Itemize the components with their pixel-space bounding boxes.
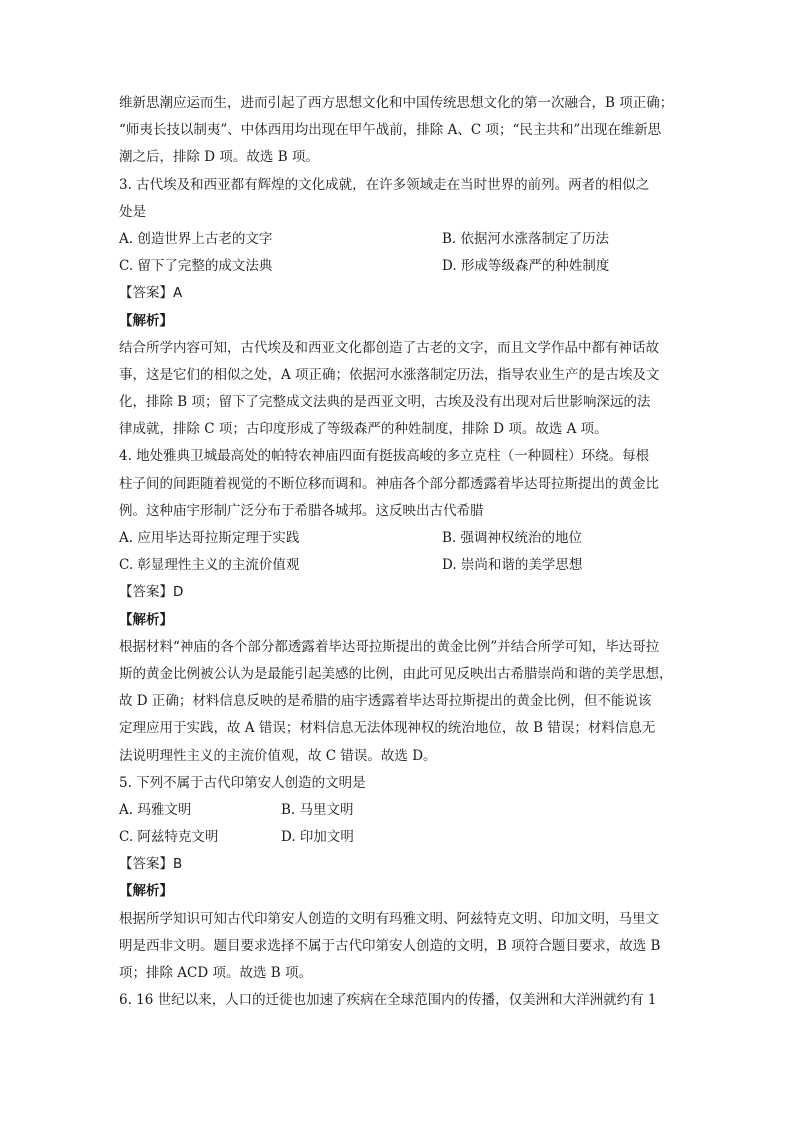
analysis-line: 法说明理性主义的主流价值观，故 C 错误。故选 D。 — [119, 747, 437, 764]
answer-label: 【答案】B — [119, 856, 183, 873]
option-b: B. 依据河水涨落制定了历法 — [442, 230, 610, 247]
analysis-line: 化，排除 B 项；留下了完整成文法典的是西亚文明，古埃及没有出现对后世影响深远的法 — [119, 394, 651, 411]
question-4-stem: 柱子间的间距随着视觉的不断位移而调和。神庙各个部分都透露着毕达哥拉斯提出的黄金比 — [119, 475, 659, 492]
analysis-label: 【解析】 — [119, 883, 173, 900]
analysis-line: 明是西非文明。题目要求选择不属于古代印第安人创造的文明，B 项符合题目要求，故选 B — [119, 937, 661, 954]
question-4-stem: 例。这种庙宇形制广泛分布于希腊各城邦。这反映出古代希腊 — [119, 502, 484, 519]
question-4-options-row — [119, 552, 679, 579]
option-d: D. 形成等级森严的种姓制度 — [442, 258, 610, 275]
question-5-options-row — [119, 797, 679, 824]
document-page — [119, 90, 679, 1014]
analysis-line: 定理应用于实践，故 A 错误；材料信息无法体现神权的统治地位，故 B 错误；材料信息无 — [119, 720, 656, 737]
question-3-stem: 处是 — [119, 203, 146, 220]
option-a: A. 玛雅文明 — [119, 801, 192, 818]
analysis-line: 根据材料“神庙的各个部分都透露着毕达哥拉斯提出的黄金比例”并结合所学可知，毕达哥拉 — [119, 638, 660, 655]
analysis-label: 【解析】 — [119, 312, 173, 329]
question-5-options-row — [119, 824, 679, 851]
answer-label: 【答案】A — [119, 285, 183, 302]
text-line: “师夷长技以制夷”、中体西用均出现在甲午战前，排除 A、C 项；“民主共和”出现在维新思 — [119, 122, 662, 139]
question-4-stem: 4. 地处雅典卫城最高处的帕特农神庙四面有挺拔高峻的多立克柱（一种圆柱）环绕。每根 — [119, 448, 650, 465]
question-3-stem: 3. 古代埃及和西亚都有辉煌的文化成就，在许多领域走在当时世界的前列。两者的相似之 — [119, 176, 650, 193]
option-a: A. 创造世界上古老的文字 — [119, 230, 273, 247]
option-d: D. 印加文明 — [281, 829, 354, 846]
text-line: 潮之后，排除 D 项。故选 B 项。 — [119, 149, 319, 166]
text-line: 维新思潮应运而生，进而引起了西方思想文化和中国传统思想文化的第一次融合，B 项正确； — [119, 95, 674, 111]
answer-label: 【答案】D — [119, 584, 184, 601]
question-3-options-row — [119, 226, 679, 253]
question-3-options-row — [119, 253, 679, 280]
question-6-stem: 6. 16 世纪以来，人口的迁徙也加速了疾病在全球范围内的传播，仅美洲和大洋洲就约有 1 — [119, 992, 657, 1009]
option-c: C. 留下了完整的成文法典 — [119, 258, 273, 275]
question-4-options-row — [119, 525, 679, 552]
option-c: C. 阿兹特克文明 — [119, 829, 219, 846]
analysis-line: 故 D 正确；材料信息反映的是希腊的庙宇透露着毕达哥拉斯提出的黄金比例，但不能说该 — [119, 693, 652, 710]
option-b: B. 马里文明 — [281, 801, 354, 818]
option-d: D. 崇尚和谐的美学思想 — [442, 557, 583, 574]
option-b: B. 强调神权统治的地位 — [442, 530, 583, 546]
option-a: A. 应用毕达哥拉斯定理于实践 — [119, 530, 300, 546]
analysis-label: 【解析】 — [119, 611, 173, 628]
analysis-line: 斯的黄金比例被公认为是最能引起美感的比例，由此可见反映出古希腊崇尚和谐的美学思想， — [119, 665, 673, 682]
analysis-line: 根据所学知识可知古代印第安人创造的文明有玛雅文明、阿兹特克文明、印加文明，马里文 — [119, 910, 659, 927]
analysis-line: 律成就，排除 C 项；古印度形成了等级森严的种姓制度，排除 D 项。故选 A 项。 — [119, 421, 608, 438]
analysis-line: 项；排除 ACD 项。故选 B 项。 — [119, 965, 312, 981]
question-5-stem: 5. 下列不属于古代印第安人创造的文明是 — [119, 774, 366, 791]
analysis-line: 结合所学内容可知，古代埃及和西亚文化都创造了古老的文字，而且文学作品中都有神话故 — [119, 339, 659, 356]
analysis-line: 事，这是它们的相似之处，A 项正确；依据河水涨落制定历法，指导农业生产的是古埃及文 — [119, 366, 660, 383]
option-c: C. 彰显理性主义的主流价值观 — [119, 557, 300, 574]
